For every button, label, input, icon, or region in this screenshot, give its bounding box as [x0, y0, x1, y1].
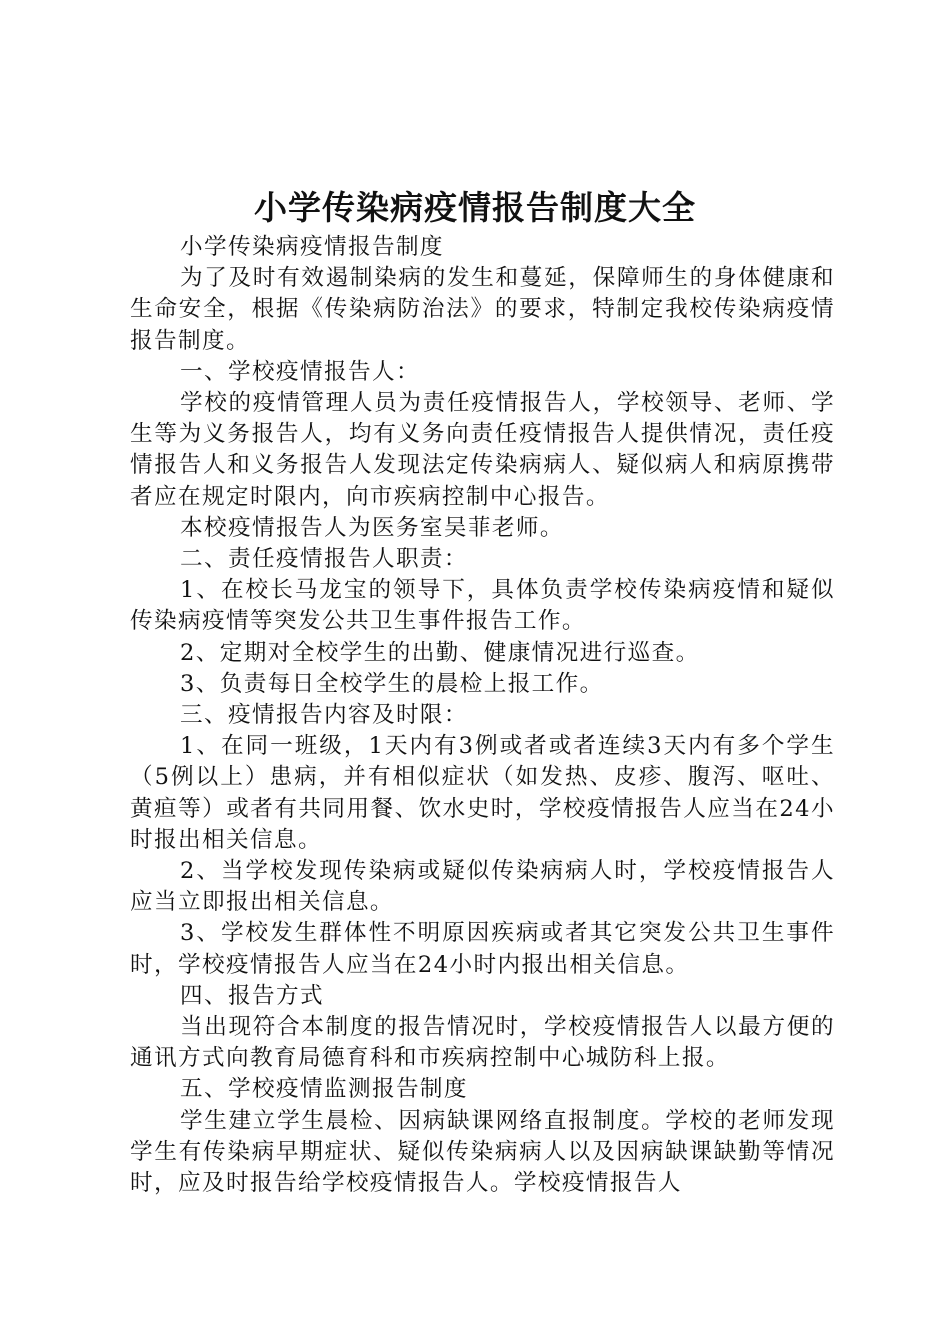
section-heading-2: 二、责任疫情报告人职责： [180, 546, 468, 573]
duty-item-3: 3、负责每日全校学生的晨检上报工作。 [180, 670, 604, 697]
paragraph-report-method: 当出现符合本制度的报告情况时，学校疫情报告人以最方便的通讯方式向教育局德育科和市疾病控制中心城防科上报。 [130, 1014, 835, 1072]
section-heading-1: 一、学校疫情报告人： [180, 358, 420, 385]
section-heading-5: 五、学校疫情监测报告制度 [180, 1076, 468, 1103]
section-heading-3: 三、疫情报告内容及时限： [180, 702, 468, 729]
document-title: 小学传染病疫情报告制度大全 [254, 188, 696, 227]
duty-item-1: 1、在校长马龙宝的领导下，具体负责学校传染病疫情和疑似传染病疫情等突发公共卫生事件报告工作。 [130, 577, 835, 635]
content-item-1: 1、在同一班级，1天内有3例或者或者连续3天内有多个学生（5例以上）患病，并有相似症状（如发热、皮疹、腹泻、呕吐、黄疸等）或者有共同用餐、饮水史时，学校疫情报告人应当在24小时报出相关信息。 [130, 733, 835, 853]
paragraph-reporters: 学校的疫情管理人员为责任疫情报告人，学校领导、老师、学生等为义务报告人，均有义务向责任疫情报告人提供情况，责任疫情报告人和义务报告人发现法定传染病病人、疑似病人和病原携带者应在规定时限内，向市疾病控制中心报告。 [130, 390, 835, 510]
document-body [130, 232, 835, 1199]
section-heading-4: 四、报告方式 [180, 982, 324, 1009]
paragraph-subtitle: 小学传染病疫情报告制度 [180, 234, 444, 260]
duty-item-2: 2、定期对全校学生的出勤、健康情况进行巡查。 [180, 639, 700, 666]
paragraph-monitoring: 学生建立学生晨检、因病缺课网络直报制度。学校的老师发现学生有传染病早期症状、疑似传染病病人以及因病缺课缺勤等情况时，应及时报告给学校疫情报告人。学校疫情报告人 [130, 1107, 835, 1197]
content-item-3: 3、学校发生群体性不明原因疾病或者其它突发公共卫生事件时，学校疫情报告人应当在24小时内报出相关信息。 [130, 920, 835, 978]
paragraph-school-reporter: 本校疫情报告人为医务室吴菲老师。 [180, 514, 564, 541]
paragraph-intro: 为了及时有效遏制染病的发生和蔓延，保障师生的身体健康和生命安全，根据《传染病防治法》的要求，特制定我校传染病疫情报告制度。 [130, 265, 835, 354]
content-item-2: 2、当学校发现传染病或疑似传染病病人时，学校疫情报告人应当立即报出相关信息。 [130, 858, 835, 916]
